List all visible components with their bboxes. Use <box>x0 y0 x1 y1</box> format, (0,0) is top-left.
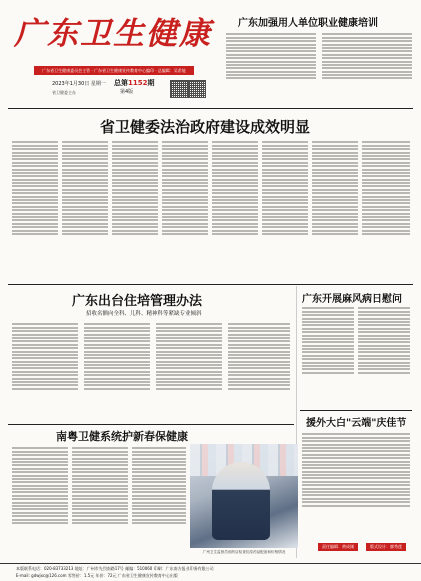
article-text <box>358 306 410 406</box>
footer-line-2: E-mail: gdwjxc@126.com 零售价：1.5元 年价：72元 广东省卫生健康宣传教育中心出版 <box>16 573 178 578</box>
article-text <box>362 140 410 280</box>
article-text <box>228 322 290 420</box>
article-text <box>162 140 208 280</box>
subheadline-mid-left: 招收名额向全科、儿科、精神科等紧缺专业倾斜 <box>86 311 202 317</box>
issue-suffix: 期 <box>147 79 155 87</box>
lead-headline: 省卫健委法治政府建设成效明显 <box>100 118 311 136</box>
article-text <box>302 432 410 532</box>
headline-mid-right: 广东开展麻风病日慰问 <box>302 294 402 305</box>
sponsor-text: 省卫健委主办 <box>52 90 76 95</box>
article-text <box>302 306 354 406</box>
article-text <box>84 322 150 420</box>
headline-bottom-left: 南粤卫健系统护新春保健康 <box>56 430 188 443</box>
publisher-bar: 广东省卫生健康委员会主管 · 广东省卫生健康宣传教育中心编印 · 总编辑：吴希能 <box>34 66 194 75</box>
article-text <box>212 140 258 280</box>
article-text <box>72 446 128 558</box>
issue-value: 1152 <box>128 79 148 87</box>
news-photo <box>190 444 298 548</box>
article-text <box>12 446 68 558</box>
logo-text: 广东卫生健康 <box>14 16 212 52</box>
headline-top-right: 广东加强用人单位职业健康培训 <box>238 18 378 29</box>
article-text <box>262 140 308 280</box>
footer <box>0 563 421 581</box>
photo-caption: 广州卫生监督员到药店检查抗疫药品配备和价格情况 <box>202 550 286 554</box>
article-text <box>156 322 222 420</box>
article-text <box>312 140 358 280</box>
page-number: 第4版 <box>120 89 134 95</box>
article-text <box>132 446 186 558</box>
issue-prefix: 总第 <box>114 79 128 87</box>
article-text <box>112 140 158 280</box>
headline-mid-left: 广东出台住培管理办法 <box>72 294 203 309</box>
issue-date: 2023年1月30日 星期一 <box>52 81 106 87</box>
article-text <box>226 32 316 102</box>
footer-line-1: 本版联系电话：020-83733213 地址：广州市先烈南路17号 邮编：510060 印刷：广东南方报业印务有限公司 <box>16 566 214 571</box>
qr-code-icon <box>188 80 206 98</box>
article-text <box>62 140 108 280</box>
qr-code-icon <box>170 80 188 98</box>
headline-lower-right: 援外大白"云端"庆佳节 <box>306 418 407 429</box>
newspaper-logo <box>14 12 214 56</box>
article-text <box>12 140 58 280</box>
editor-badge: 责任编辑：黄成刚 <box>318 543 358 551</box>
issue-number <box>114 78 154 88</box>
divider <box>8 284 413 285</box>
photo-inspector <box>212 462 270 540</box>
divider <box>8 108 413 109</box>
article-text <box>12 322 78 420</box>
designer-badge: 版式设计：廖秀莲 <box>366 543 406 551</box>
divider <box>8 424 294 425</box>
divider <box>300 410 412 411</box>
article-text <box>322 32 412 102</box>
